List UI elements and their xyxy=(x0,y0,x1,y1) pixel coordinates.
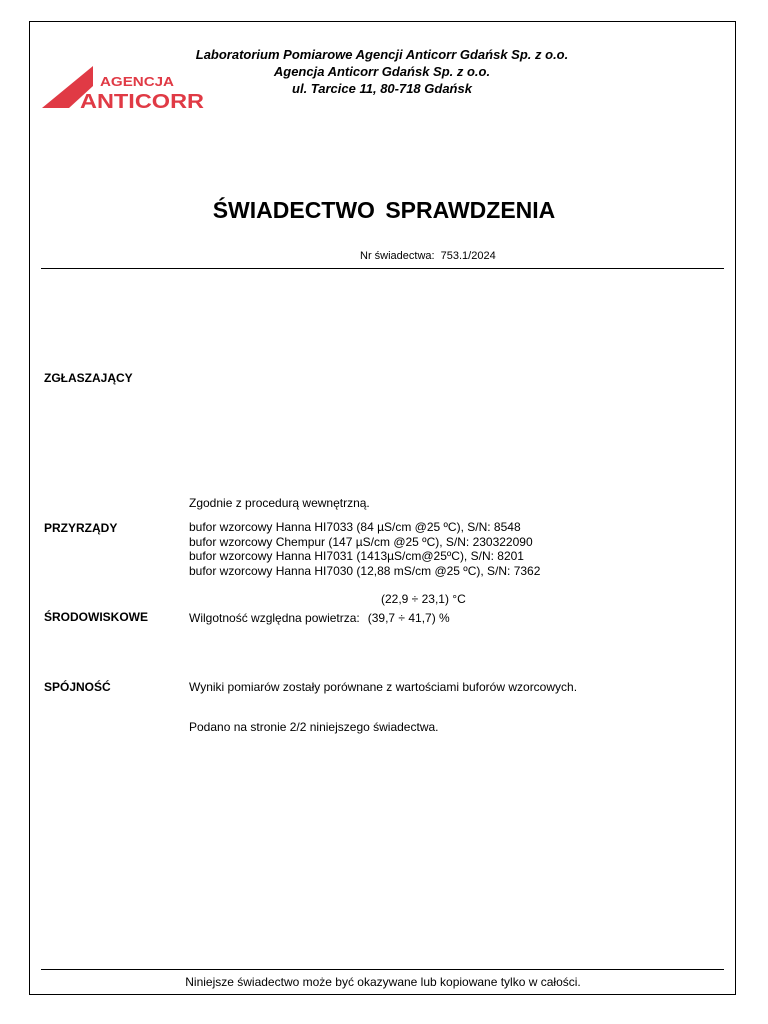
humidity-label: Wilgotność względna powietrza: xyxy=(189,611,360,625)
certificate-number-value: 753.1/2024 xyxy=(440,250,496,262)
footer-note: Niniejsze świadectwo może być okazywane lub kopiowane tylko w całości. xyxy=(185,975,581,989)
traceability-text: Wyniki pomiarów zostały porównane z wartościami buforów wzorcowych. xyxy=(189,680,578,694)
humidity-row xyxy=(189,611,450,625)
footer-divider xyxy=(41,969,724,970)
instruments-list xyxy=(189,520,540,578)
certificate-number xyxy=(360,250,496,262)
svg-text:AGENCJA: AGENCJA xyxy=(100,74,175,89)
instruments-label: PRZYRZĄDY xyxy=(44,521,118,535)
certificate-number-label: Nr świadectwa: xyxy=(360,250,435,262)
lab-header xyxy=(160,46,604,97)
page-border xyxy=(29,21,736,995)
list-item: bufor wzorcowy Chempur (147 µS/cm @25 ºC), S/N: 230322090 xyxy=(189,534,533,549)
header-divider xyxy=(41,268,724,269)
list-item: bufor wzorcowy Hanna HI7033 (84 µS/cm @25 ºC), S/N: 8548 xyxy=(189,520,521,534)
traceability-note: Podano na stronie 2/2 niniejszego świadectwa. xyxy=(189,720,439,734)
company-address: ul. Tarcice 11, 80-718 Gdańsk xyxy=(292,81,472,96)
lab-name: Laboratorium Pomiarowe Agencji Anticorr Gdańsk Sp. z o.o. xyxy=(195,47,569,62)
company-name: Agencja Anticorr Gdańsk Sp. z o.o. xyxy=(273,64,491,79)
traceability-label: SPÓJNOŚĆ xyxy=(44,680,111,694)
instruments-intro: Zgodnie z procedurą wewnętrzną. xyxy=(189,496,370,510)
svg-text:ANTICORR: ANTICORR xyxy=(80,91,205,112)
list-item: bufor wzorcowy Hanna HI7031 (1413µS/cm@25ºC), S/N: 8201 xyxy=(189,549,524,563)
humidity-value: (39,7 ÷ 41,7) % xyxy=(367,611,450,625)
environment-label: ŚRODOWISKOWE xyxy=(44,610,148,624)
document-title: ŚWIADECTWO SPRAWDZENIA xyxy=(212,197,556,223)
applicant-label: ZGŁASZAJĄCY xyxy=(44,371,133,385)
list-item: bufor wzorcowy Hanna HI7030 (12,88 mS/cm @25 ºC), S/N: 7362 xyxy=(189,563,541,578)
temperature-value: (22,9 ÷ 23,1) °C xyxy=(381,592,466,606)
